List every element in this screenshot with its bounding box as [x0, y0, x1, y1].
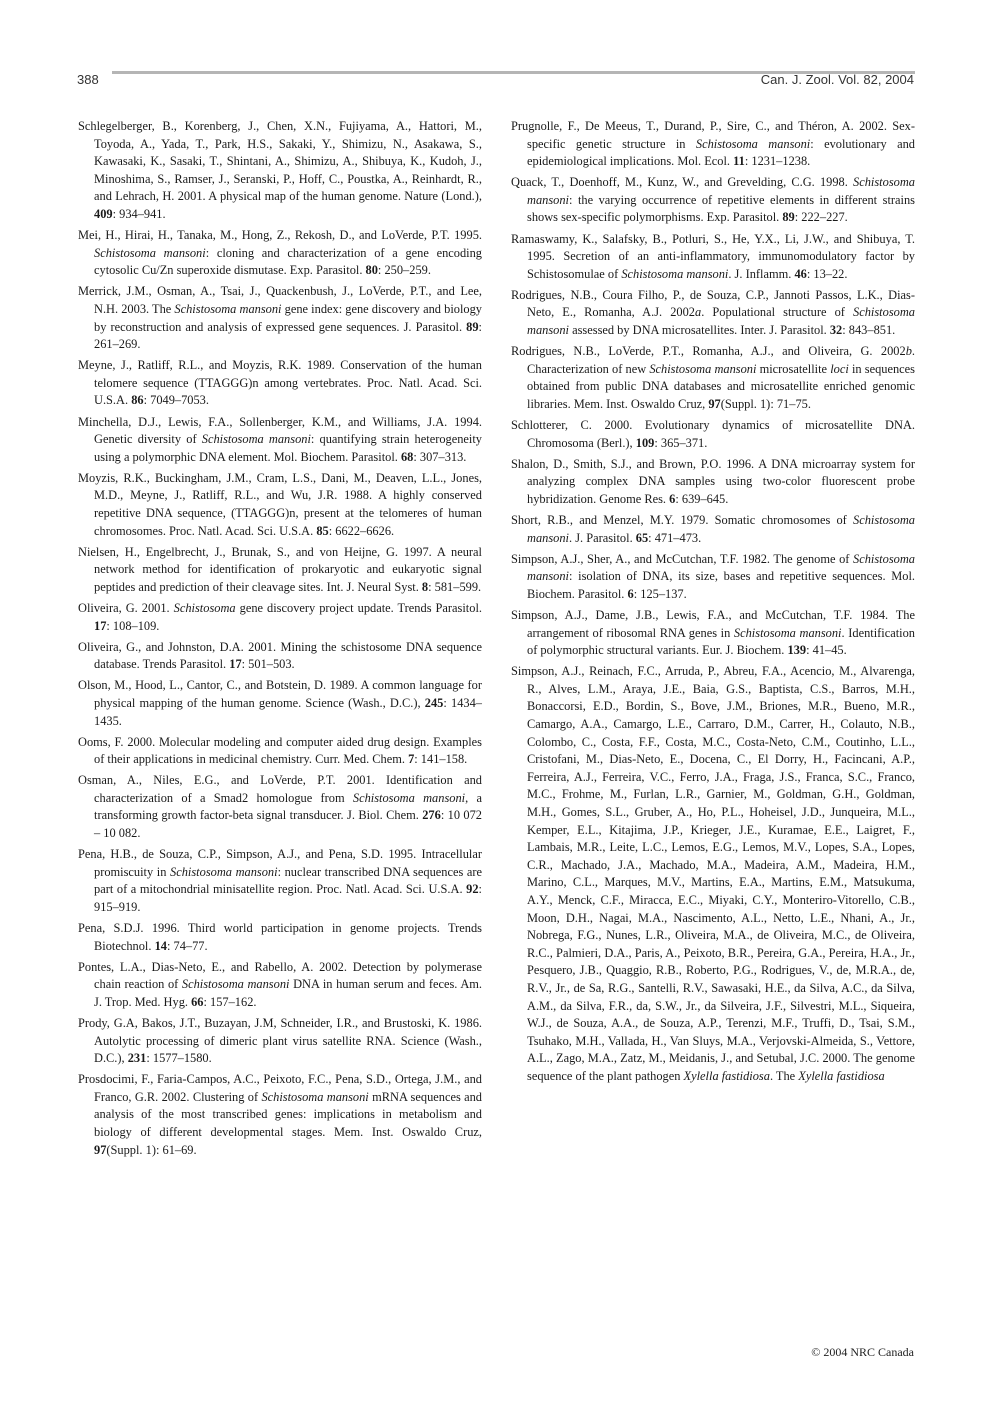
reference-entry: Schlegelberger, B., Korenberg, J., Chen, X.N., Fujiyama, A., Hattori, M., Toyoda, A., Yada, T., Park, H.S., Sakaki, Y., Shimizu, N., Asakawa, S., Kawasaki, K., Sasaki, T., Shintani, A., Shimizu, A., Shibuya, K., Kudoh, J., Minoshima, S., Ramser, J., Seranski, P., Hoff, C., Poustka, A., Reinhardt, R., and Lehrach, H. 2001. A physical map of the human genome. Nature (Lond.), 409: 934–941. [78, 119, 482, 221]
journal-reference: Can. J. Zool. Vol. 82, 2004 [760, 72, 914, 87]
reference-entry: Simpson, A.J., Dame, J.B., Lewis, F.A., and McCutchan, T.F. 1984. The arrangement of ribosomal RNA genes in Schistosoma mansoni. Identification of polymorphic structural variants. Eur. J. Biochem. 139: 41–45. [511, 607, 915, 658]
reference-entry: Osman, A., Niles, E.G., and LoVerde, P.T. 2001. Identification and characterization of a Smad2 homologue from Schistosoma mansoni, a transforming growth factor-beta signal transducer. J. Biol. Chem. 276: 10 072 – 10 082. [78, 773, 482, 841]
reference-entry: Olson, M., Hood, L., Cantor, C., and Botstein, D. 1989. A common language for physical mapping of the human genome. Science (Wash., D.C.), 245: 1434–1435. [78, 678, 482, 728]
reference-entry: Oliveira, G. 2001. Schistosoma gene discovery project update. Trends Parasitol. 17: 108–109. [78, 600, 482, 633]
reference-entry: Quack, T., Doenhoff, M., Kunz, W., and Grevelding, C.G. 1998. Schistosoma mansoni: the varying occurrence of repetitive elements in different strains shows sex-specific polymorphisms. Exp. Parasitol. 89: 222–227. [511, 175, 915, 225]
reference-entry: Meyne, J., Ratliff, R.L., and Moyzis, R.K. 1989. Conservation of the human telomere sequence (TTAGGG)n among vertebrates. Proc. Natl. Acad. Sci. U.S.A. 86: 7049–7053. [78, 358, 482, 408]
copyright-footer: © 2004 NRC Canada [811, 1345, 914, 1359]
reference-entry: Pontes, L.A., Dias-Neto, E., and Rabello, A. 2002. Detection by polymerase chain reaction of Schistosoma mansoni DNA in human serum and feces. Am. J. Trop. Med. Hyg. 66: 157–162. [78, 959, 482, 1009]
reference-entry: Simpson, A.J., Reinach, F.C., Arruda, P., Abreu, F.A., Acencio, M., Alvarenga, R., Alves, L.M., Araya, J.E., Baia, G.S., Baptista, C.S., Barros, M.H., Bonaccorsi, E.D., Bordin, S., Bove, J.M., Briones, M.R., Bueno, M.R., Camargo, A.A., Camargo, L.E., Carraro, D.M., Carrer, H., Colauto, N.B., Colombo, C., Costa, F.F., Costa, M.C., Costa-Neto, C.M., Coutinho, L.L., Cristofani, M., Dias-Neto, E., Docena, C., El Dorry, H., Facincani, A.P., Ferreira, A.J., Ferreira, V.C., Ferro, J.A., Fraga, J.S., Franca, S.C., Franco, M.C., Frohme, M., Furlan, L.R., Garnier, M., Goldman, G.H., Goldman, M.H., Gomes, S.L., Gruber, A., Ho, P.L., Hoheisel, J.D., Junqueira, M.L., Kemper, E.L., Kitajima, J.P., Krieger, J.E., Kuramae, E.E., Laigret, F., Lambais, M.R., Leite, L.C., Lemos, E.G., Lemos, M.V., Lopes, S.A., Lopes, C.R., Machado, J.A., Machado, M.A., Madeira, A.M., Madeira, H.M., Marino, C.L., Marques, M.V., Martins, E.A., Martins, E.M., Matsukuma, A.Y., Menck, C.F., Miracca, E.C., Miyaki, C.Y., Monteriro-Vitorello, C.B., Moon, D.H., Nagai, M.A., Nascimento, A.L., Netto, L.E., Nhani, A., Jr., Nobrega, F.G., Nunes, L.R., Oliveira, M.A., de Oliveira, M.C., de Oliveira, R.C., Palmieri, D.A., Paris, A., Peixoto, B.R., Pereira, G.A., Pereira, H.A., Jr., Pesquero, J.B., Quaggio, R.B., Roberto, P.G., Rodrigues, V., de, M.R.A., de, R.V., Jr., de Sa, R.G., Santelli, R.V., Sawasaki, H.E., da Silva, A.C., da Silva, A.M., da Silva, F.R., da, S.W., Jr., da Silveira, J.F., Silvestri, M.L., Siqueira, W.J., de Souza, A.A., de Souza, A.P., Terenzi, M.F., Truffi, D., Tsai, S.M., Tsuhako, M.H., Vallada, H., Van Sluys, M.A., Verjovski-Almeida, S., Vettore, A.L., Zago, M.A., Zatz, M., Meidanis, J., and Setubal, J.C. 2000. The genome sequence of the plant pathogen Xylella fastidiosa. The Xylella fastidiosa [511, 664, 915, 1083]
reference-entry: Rodrigues, N.B., Coura Filho, P., de Souza, C.P., Jannoti Passos, L.K., Dias-Neto, E., Romanha, A.J. 2002a. Populational structure of Schistosoma mansoni assessed by DNA microsatellites. Inter. J. Parasitol. 32: 843–851. [511, 287, 915, 338]
reference-entry: Schlotterer, C. 2000. Evolutionary dynamics of microsatellite DNA. Chromosoma (Berl.), 109: 365–371. [511, 418, 915, 450]
right-column [511, 118, 915, 1089]
reference-entry: Shalon, D., Smith, S.J., and Brown, P.O. 1996. A DNA microarray system for analyzing complex DNA samples using two-color fluorescent probe hybridization. Genome Res. 6: 639–645. [511, 456, 915, 506]
reference-entry: Oliveira, G., and Johnston, D.A. 2001. Mining the schistosome DNA sequence database. Trends Parasitol. 17: 501–503. [78, 639, 482, 672]
reference-entry: Merrick, J.M., Osman, A., Tsai, J., Quackenbush, J., LoVerde, P.T., and Lee, N.H. 2003. The Schistosoma mansoni gene index: gene discovery and biology by reconstruction and analysis of expressed gene sequences. J. Parasitol. 89: 261–269. [78, 284, 482, 352]
reference-entry: Ramaswamy, K., Salafsky, B., Potluri, S., He, Y.X., Li, J.W., and Shibuya, T. 1995. Secretion of an anti-inflammatory, immunomodulatory factor by Schistosomulae of Schistosoma mansoni. J. Inflamm. 46: 13–22. [511, 231, 915, 281]
left-column [78, 118, 482, 1163]
reference-entry: Short, R.B., and Menzel, M.Y. 1979. Somatic chromosomes of Schistosoma mansoni. J. Parasitol. 65: 471–473. [511, 512, 915, 545]
reference-entry: Prody, G.A, Bakos, J.T., Buzayan, J.M, Schneider, I.R., and Brustoski, K. 1986. Autolytic processing of dimeric plant virus satellite RNA. Science (Wash., D.C.), 231: 1577–1580. [78, 1016, 482, 1066]
reference-entry: Rodrigues, N.B., LoVerde, P.T., Romanha, A.J., and Oliveira, G. 2002b. Characterization of new Schistosoma mansoni microsatellite loci in sequences obtained from public DNA databases and microsatellite enriched genomic libraries. Mem. Inst. Oswaldo Cruz, 97(Suppl. 1): 71–75. [511, 344, 915, 411]
reference-entry: Pena, H.B., de Souza, C.P., Simpson, A.J., and Pena, S.D. 1995. Intracellular promiscuity in Schistosoma mansoni: nuclear transcribed DNA sequences are part of a mitochondrial minisatellite region. Proc. Natl. Acad. Sci. U.S.A. 92: 915–919. [78, 847, 483, 914]
reference-entry: Nielsen, H., Engelbrecht, J., Brunak, S., and von Heijne, G. 1997. A neural network method for identification of prokaryotic and eukaryotic signal peptides and prediction of their cleavage sites. Int. J. Neural Syst. 8: 581–599. [78, 544, 482, 594]
reference-entry: Minchella, D.J., Lewis, F.A., Sollenberger, K.M., and Williams, J.A. 1994. Genetic diversity of Schistosoma mansoni: quantifying strain heterogeneity using a polymorphic DNA element. Mol. Biochem. Parasitol. 68: 307–313. [78, 414, 482, 464]
reference-entry: Prugnolle, F., De Meeus, T., Durand, P., Sire, C., and Théron, A. 2002. Sex-specific genetic structure in Schistosoma mansoni: evolutionary and epidemiological implications. Mol. Ecol. 11: 1231–1238. [511, 119, 916, 169]
reference-entry: Prosdocimi, F., Faria-Campos, A.C., Peixoto, F.C., Pena, S.D., Ortega, J.M., and Franco, G.R. 2002. Clustering of Schistosoma mansoni mRNA sequences and analysis of the most transcribed genes: implications in metabolism and biology of different developmental stages. Mem. Inst. Oswaldo Cruz, 97(Suppl. 1): 61–69. [78, 1072, 483, 1157]
reference-entry: Mei, H., Hirai, H., Tanaka, M., Hong, Z., Rekosh, D., and LoVerde, P.T. 1995. Schistosoma mansoni: cloning and characterization of a gene encoding cytosolic Cu/Zn superoxide dismutase. Exp. Parasitol. 80: 250–259. [78, 228, 483, 278]
reference-entry: Ooms, F. 2000. Molecular modeling and computer aided drug design. Examples of their applications in medicinal chemistry. Curr. Med. Chem. 7: 141–158. [78, 734, 482, 767]
reference-entry: Moyzis, R.K., Buckingham, J.M., Cram, L.S., Dani, M., Deaven, L.L., Jones, M.D., Meyne, J., Ratliff, R.L., and Wu, J.R. 1988. A highly conserved repetitive DNA sequence, (TTAGGG)n, present at the telomeres of human chromosomes. Proc. Natl. Acad. Sci. U.S.A. 85: 6622–6626. [78, 470, 482, 538]
page-number: 388 [77, 72, 99, 87]
reference-entry: Pena, S.D.J. 1996. Third world participation in genome projects. Trends Biotechnol. 14: 74–77. [78, 921, 482, 953]
reference-entry: Simpson, A.J., Sher, A., and McCutchan, T.F. 1982. The genome of Schistosoma mansoni: isolation of DNA, its size, bases and repetitive sequences. Mol. Biochem. Parasitol. 6: 125–137. [511, 551, 915, 601]
